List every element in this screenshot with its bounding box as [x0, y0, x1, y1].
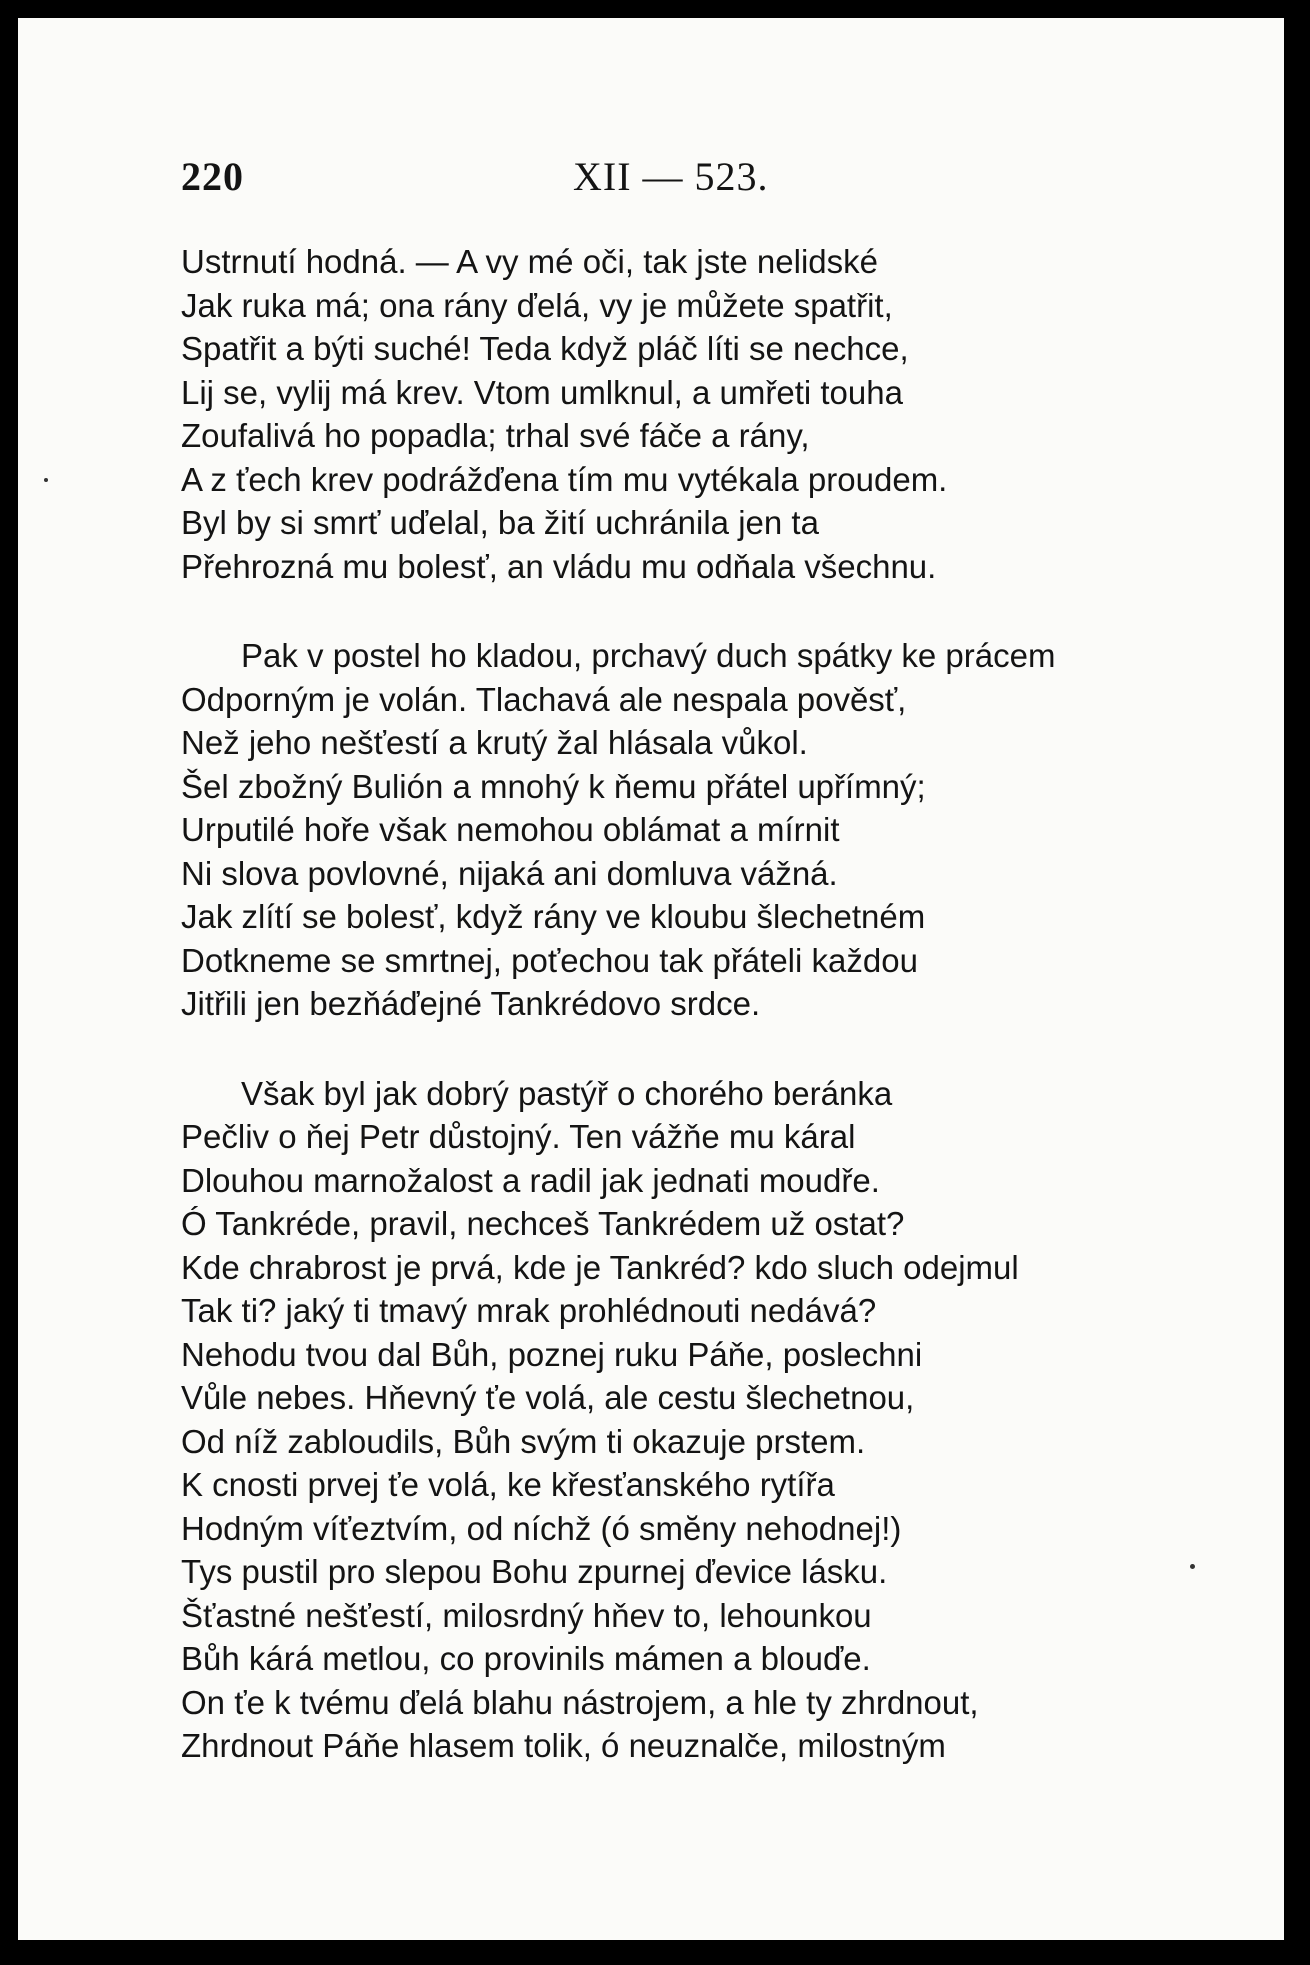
verse-line: Spatřit a býti suché! Teda když pláč líti se nechce,	[181, 330, 909, 367]
verse-line: Šťastné nešťestí, milosrdný hňev to, lehounkou	[181, 1596, 872, 1634]
verse-line: Kde chrabrost je prvá, kde je Tankréd? kdo sluch odejmul	[181, 1248, 1019, 1286]
verse-line: Jitřili jen bezňáďejné Tankrédovo srdce.	[181, 985, 761, 1022]
stanza-1	[181, 240, 1171, 588]
verse-line: Nehodu tvou dal Bůh, poznej ruku Páňe, poslechni	[181, 1335, 923, 1373]
verse-line: Vůle nebes. Hňevný ťe volá, ale cestu šlechetnou,	[181, 1379, 915, 1416]
print-speck	[1190, 1564, 1195, 1569]
verse-line: A z ťech krev podrážďena tím mu vytékala proudem.	[181, 460, 948, 498]
verse-line: Tak ti? jaký ti tmavý mrak prohlédnouti nedává?	[181, 1292, 877, 1329]
verse-line: Zhrdnout Páňe hlasem tolik, ó neuznalče, milostným	[181, 1727, 946, 1764]
verse-line: On ťe k tvému ďelá blahu nástrojem, a hle ty zhrdnout,	[181, 1683, 979, 1721]
poem-text	[181, 240, 1171, 1814]
verse-line: Zoufalivá ho popadla; trhal své fáče a rány,	[181, 417, 810, 454]
page-number: 220	[181, 154, 244, 199]
verse-line: Urputilé hoře však nemohou oblámat a mírnit	[181, 811, 840, 848]
verse-line: Ni slova povlovné, nijaká ani domluva vážná.	[181, 854, 838, 892]
verse-line: Tys pustil pro slepou Bohu zpurnej ďevice lásku.	[181, 1553, 888, 1590]
print-speck	[44, 478, 48, 482]
verse-line: Jak ruka má; ona rány ďelá, vy je můžete spatřit,	[181, 286, 893, 324]
verse-line: Však byl jak dobrý pastýř o chorého beránka	[241, 1074, 893, 1112]
verse-line: Od níž zabloudils, Bůh svým ti okazuje prstem.	[181, 1422, 866, 1460]
verse-line: Šel zbožný Bulión a mnohý k ňemu přátel upřímný;	[181, 767, 926, 805]
verse-line: K cnosti prvej ťe volá, ke křesťanského rytířa	[181, 1466, 835, 1503]
verse-line: Ó Tankréde, pravil, nechceš Tankrédem už ostat?	[181, 1205, 905, 1242]
verse-line: Odporným je volán. Tlachavá ale nespala pověsť,	[181, 680, 907, 718]
verse-line: Byl by si smrť uďelal, ba žití uchránila jen ta	[181, 504, 819, 541]
verse-line: Než jeho nešťestí a krutý žal hlásala vůkol.	[181, 724, 808, 761]
verse-line: Jak zlítí se bolesť, když rány ve kloubu šlechetném	[181, 898, 926, 935]
verse-line: Hodným víťeztvím, od níchž (ó smĕny nehodnej!)	[181, 1509, 902, 1547]
page-header	[181, 153, 781, 203]
verse-line: Pak v postel ho kladou, prchavý duch spátky ke prácem	[241, 637, 1056, 674]
verse-line: Dotkneme se smrtnej, poťechou tak přáteli každou	[181, 941, 918, 979]
verse-line: Ustrnutí hodná. — A vy mé oči, tak jste nelidské	[181, 243, 878, 280]
verse-line: Pečliv o ňej Petr důstojný. Ten vážňe mu káral	[181, 1118, 856, 1155]
stanza-3	[181, 1072, 1171, 1768]
book-page	[18, 18, 1284, 1940]
verse-line: Přehrozná mu bolesť, an vládu mu odňala všechnu.	[181, 547, 937, 585]
running-head: XII — 523.	[573, 154, 769, 199]
stanza-2	[181, 634, 1171, 1026]
verse-line: Lij se, vylij má krev. Vtom umlknul, a umřeti touha	[181, 373, 903, 411]
verse-line: Bůh kárá metlou, co provinils mámen a blouďe.	[181, 1640, 871, 1677]
verse-line: Dlouhou marnožalost a radil jak jednati moudře.	[181, 1161, 880, 1199]
